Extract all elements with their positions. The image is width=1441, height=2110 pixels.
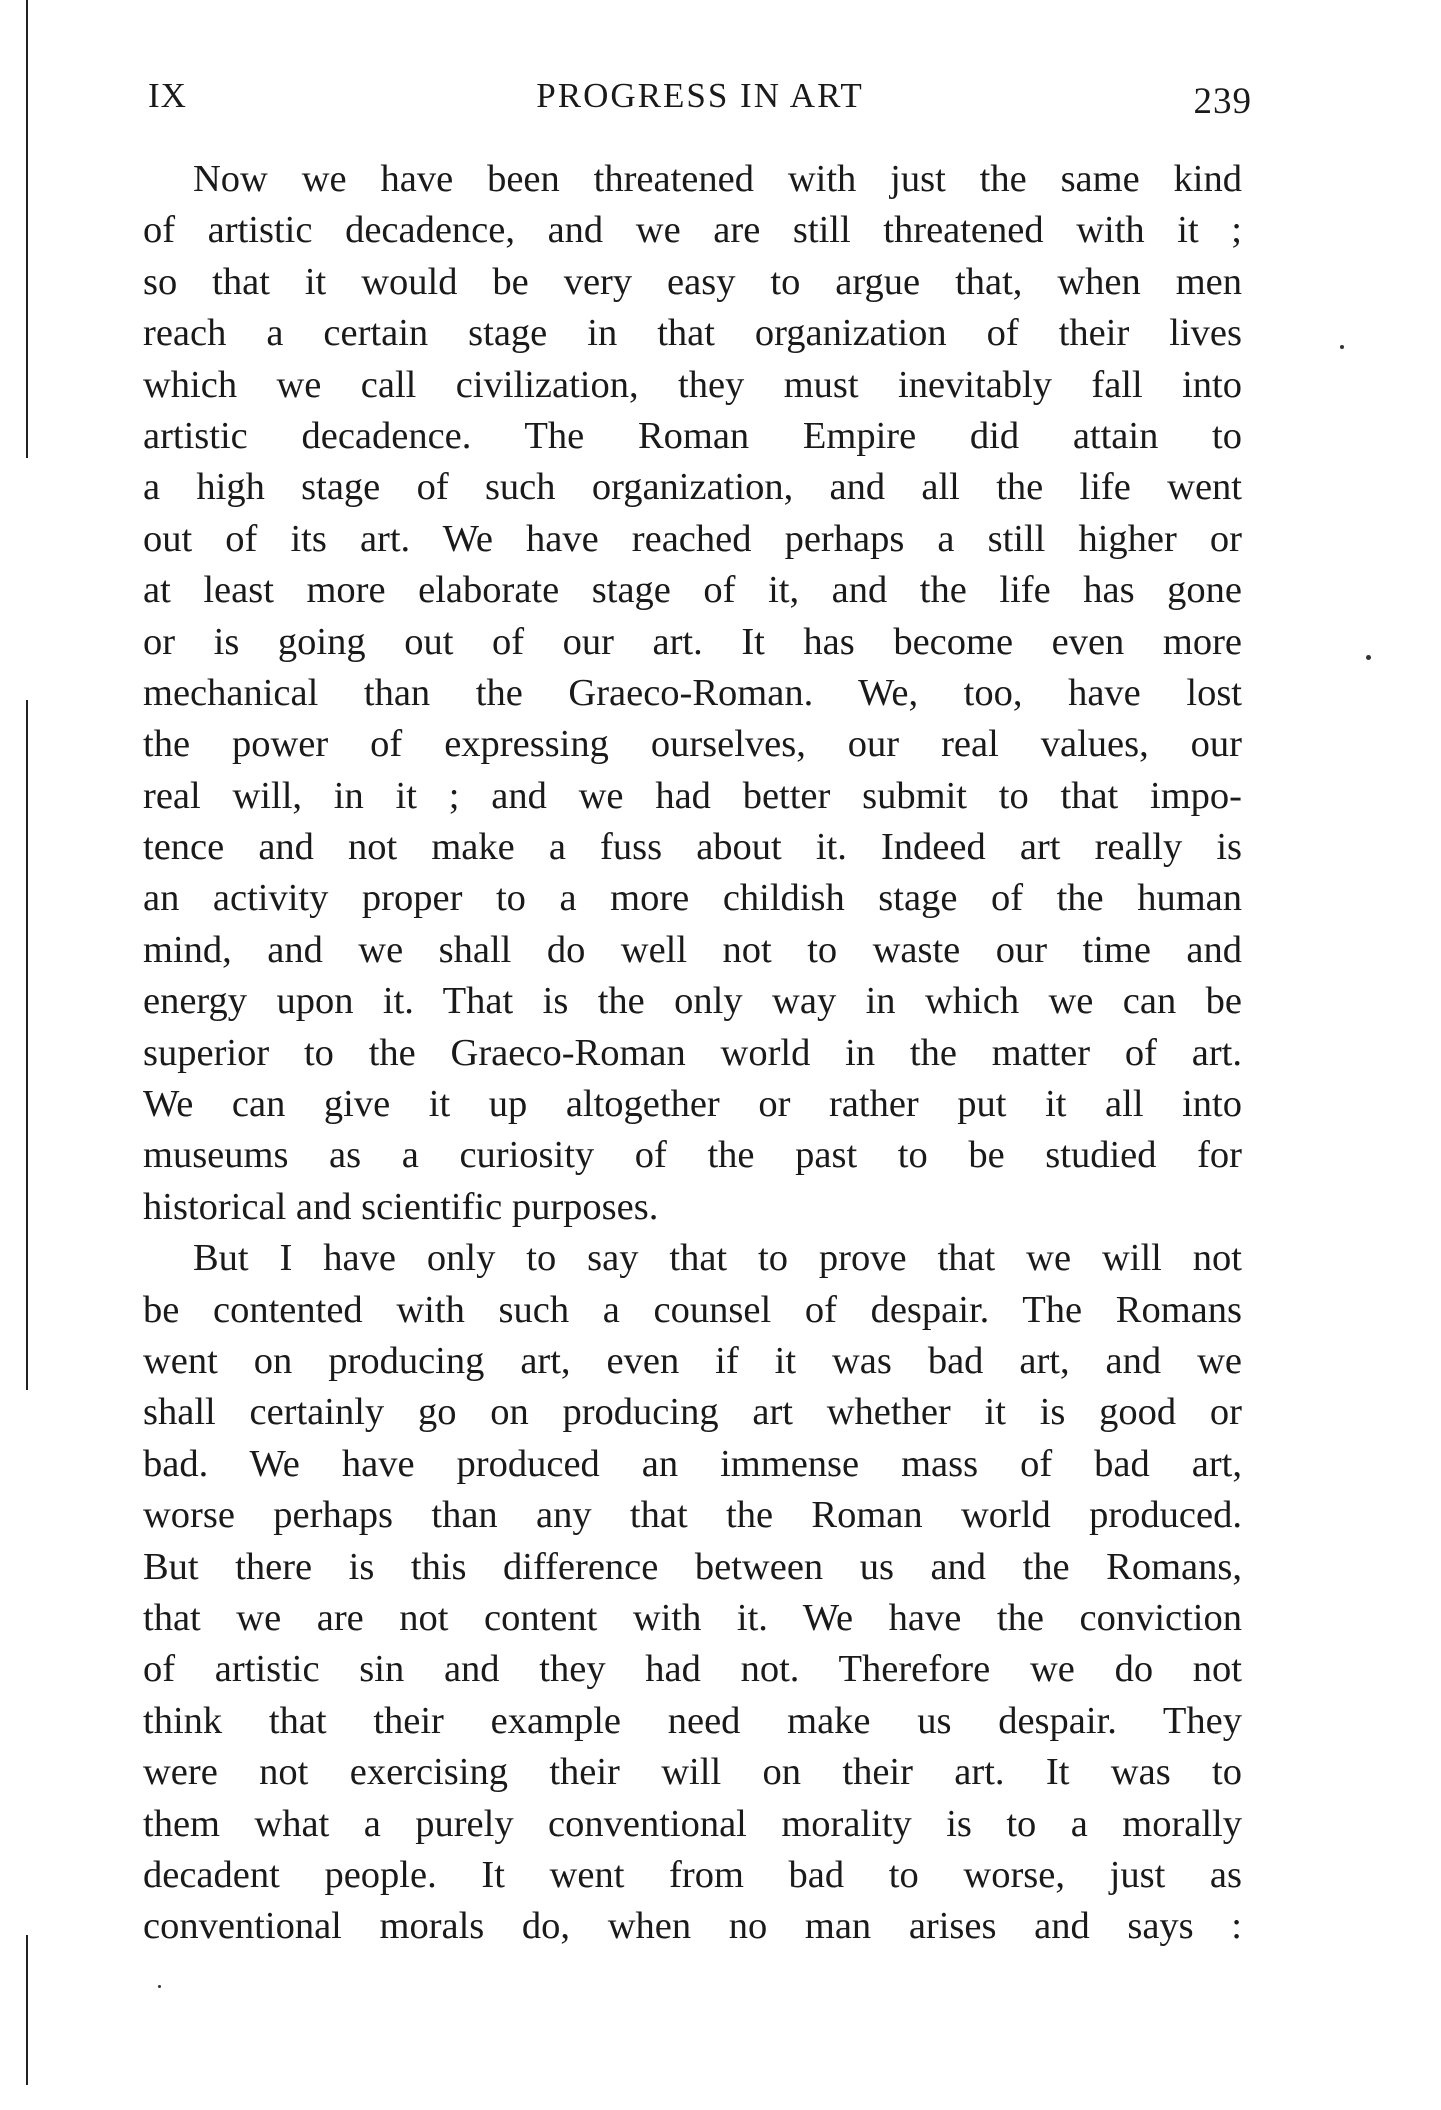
text-line: superior to the Graeco-Roman world in the matter of art. (143, 1031, 1242, 1074)
text-line: so that it would be very easy to argue that, when men (143, 260, 1242, 303)
text-line: mechanical than the Graeco-Roman. We, too, have lost (143, 671, 1242, 714)
text-line: reach a certain stage in that organization of their lives (143, 312, 1242, 355)
text-line: the power of expressing ourselves, our real values, our (143, 723, 1242, 766)
scan-margin-line (26, 700, 28, 1390)
text-line: be contented with such a counsel of despair. The Romans (143, 1288, 1242, 1331)
text-line: But there is this difference between us and the Romans, (143, 1545, 1242, 1588)
text-line: that we are not content with it. We have the conviction (143, 1596, 1242, 1639)
running-title: PROGRESS IN ART (536, 76, 864, 115)
text-line: them what a purely conventional morality is to a morally (143, 1802, 1242, 1845)
running-header (148, 76, 1252, 126)
text-line: We can give it up altogether or rather put it all into (143, 1083, 1242, 1126)
text-line: artistic decadence. The Roman Empire did attain to (143, 414, 1242, 457)
text-line: tence and not make a fuss about it. Indeed art really is (143, 826, 1242, 869)
text-line: But I have only to say that to prove that we will not (193, 1237, 1242, 1280)
text-line: energy upon it. That is the only way in which we can be (143, 980, 1242, 1023)
text-line: or is going out of our art. It has become even more (143, 620, 1242, 663)
text-line: at least more elaborate stage of it, and the life has gone (143, 569, 1242, 612)
text-line: bad. We have produced an immense mass of bad art, (143, 1442, 1242, 1485)
text-line: decadent people. It went from bad to worse, just as (143, 1853, 1242, 1896)
paragraph-2 (143, 1233, 1242, 1952)
text-line: museums as a curiosity of the past to be studied for (143, 1134, 1242, 1177)
scan-margin-line (26, 0, 28, 458)
page-number: 239 (1193, 81, 1252, 122)
scan-speck (1366, 655, 1371, 660)
text-line: a high stage of such organization, and all the life went (143, 466, 1242, 509)
text-line: worse perhaps than any that the Roman world produced. (143, 1494, 1242, 1537)
text-line: of artistic sin and they had not. Therefore we do not (143, 1648, 1242, 1691)
text-line: conventional morals do, when no man arises and says : (143, 1905, 1242, 1948)
text-line: went on producing art, even if it was bad art, and we (143, 1339, 1242, 1382)
text-line: an activity proper to a more childish stage of the human (143, 877, 1242, 920)
text-line: of artistic decadence, and we are still threatened with it ; (143, 209, 1242, 252)
chapter-number: IX (148, 76, 187, 115)
text-line: think that their example need make us despair. They (143, 1699, 1242, 1742)
text-line: real will, in it ; and we had better submit to that impo- (143, 774, 1242, 817)
text-line: out of its art. We have reached perhaps a still higher or (143, 517, 1242, 560)
text-line: mind, and we shall do well not to waste our time and (143, 928, 1242, 971)
text-line: Now we have been threatened with just the same kind (193, 158, 1242, 200)
text-line: shall certainly go on producing art whether it is good or (143, 1391, 1242, 1434)
scan-speck (1340, 345, 1344, 349)
paragraph-1 (143, 154, 1242, 1233)
text-line: were not exercising their will on their art. It was to (143, 1751, 1242, 1794)
scan-speck (158, 1985, 161, 1988)
body-text (143, 154, 1242, 1953)
scan-margin-line (26, 1935, 28, 2085)
text-line: historical and scientific purposes. (143, 1185, 659, 1228)
text-line: which we call civilization, they must inevitably fall into (143, 363, 1242, 406)
